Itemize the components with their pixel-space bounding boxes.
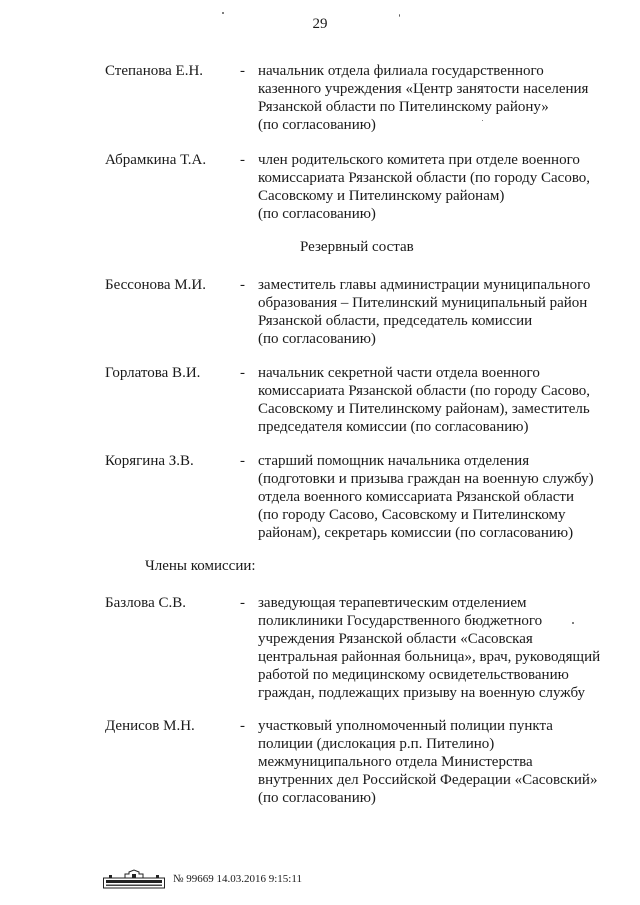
page-number: 29 xyxy=(312,16,328,32)
scan-speck xyxy=(482,120,483,121)
document-registration-mark: № 99669 14.03.2016 9:15:11 xyxy=(173,873,302,885)
role-line: поликлиники Государственного бюджетного xyxy=(258,613,543,629)
person-name: Бессонова М.И. xyxy=(105,277,206,293)
role-line: граждан, подлежащих призыву на военную службу xyxy=(258,685,586,701)
role-line: районам), секретарь комиссии (по согласованию) xyxy=(258,525,574,541)
role-line: (по согласованию) xyxy=(258,206,376,222)
role-line: (подготовки и призыва граждан на военную службу) xyxy=(258,471,594,487)
person-name: Абрамкина Т.А. xyxy=(105,152,207,168)
role-line: межмуниципального отдела Министерства xyxy=(258,754,533,770)
person-name: Степанова Е.Н. xyxy=(105,63,204,79)
person-role xyxy=(258,717,603,807)
dash: - xyxy=(240,595,245,611)
role-line: казенного учреждения «Центр занятости населения xyxy=(258,81,589,97)
person-name: Корягина З.В. xyxy=(105,453,194,469)
person-role xyxy=(258,594,603,702)
role-line: Сасовскому и Пителинскому районам), заместитель xyxy=(258,401,590,417)
document-footer xyxy=(103,869,302,889)
person-role xyxy=(258,62,603,134)
role-line: начальник секретной части отдела военного xyxy=(258,365,540,381)
person-name: Горлатова В.И. xyxy=(105,365,201,381)
scan-speck xyxy=(399,14,400,17)
role-line: Сасовскому и Пителинскому районам) xyxy=(258,188,505,204)
role-line: Рязанской области, председатель комиссии xyxy=(258,313,533,329)
members-heading: Члены комиссии: xyxy=(145,558,256,574)
registry-stamp-icon xyxy=(103,869,165,889)
person-role xyxy=(258,276,603,348)
person-role xyxy=(258,364,603,436)
reserve-heading: Резервный состав xyxy=(300,239,414,255)
role-line: комиссариата Рязанской области (по городу Сасово, xyxy=(258,170,591,186)
role-line: начальник отдела филиала государственного xyxy=(258,63,544,79)
role-line: (по согласованию) xyxy=(258,790,376,806)
role-line: работой по медицинскому освидетельствованию xyxy=(258,667,569,683)
role-line: (по городу Сасово, Сасовскому и Пителинскому xyxy=(258,507,566,523)
role-line: учреждения Рязанской области «Сасовская xyxy=(258,631,533,647)
role-line: отдела военного комиссариата Рязанской области xyxy=(258,489,574,505)
role-line: заместитель главы администрации муниципального xyxy=(258,277,591,293)
role-line: (по согласованию) xyxy=(258,331,376,347)
role-line: внутренних дел Российской Федерации «Сасовский» xyxy=(258,772,598,788)
dash: - xyxy=(240,453,245,469)
dash: - xyxy=(240,152,245,168)
role-line: образования – Пителинский муниципальный район xyxy=(258,295,588,311)
person-name: Денисов М.Н. xyxy=(105,718,195,734)
dash: - xyxy=(240,63,245,79)
role-line: полиции (дислокация р.п. Пителино) xyxy=(258,736,495,752)
dash: - xyxy=(240,365,245,381)
role-line: центральная районная больница», врач, руководящий xyxy=(258,649,601,665)
role-line: (по согласованию) xyxy=(258,117,376,133)
role-line: комиссариата Рязанской области (по городу Сасово, xyxy=(258,383,591,399)
role-line: старший помощник начальника отделения xyxy=(258,453,530,469)
role-line: член родительского комитета при отделе военного xyxy=(258,152,580,168)
role-line: председателя комиссии (по согласованию) xyxy=(258,419,529,435)
person-name: Базлова С.В. xyxy=(105,595,186,611)
dash: - xyxy=(240,277,245,293)
role-line: участковый уполномоченный полиции пункта xyxy=(258,718,553,734)
dash: - xyxy=(240,718,245,734)
role-line: Рязанской области по Пителинскому району» xyxy=(258,99,549,115)
scan-speck xyxy=(572,622,574,624)
person-role xyxy=(258,151,603,223)
scan-speck xyxy=(222,12,224,14)
role-line: заведующая терапевтическим отделением xyxy=(258,595,527,611)
person-role xyxy=(258,452,603,542)
